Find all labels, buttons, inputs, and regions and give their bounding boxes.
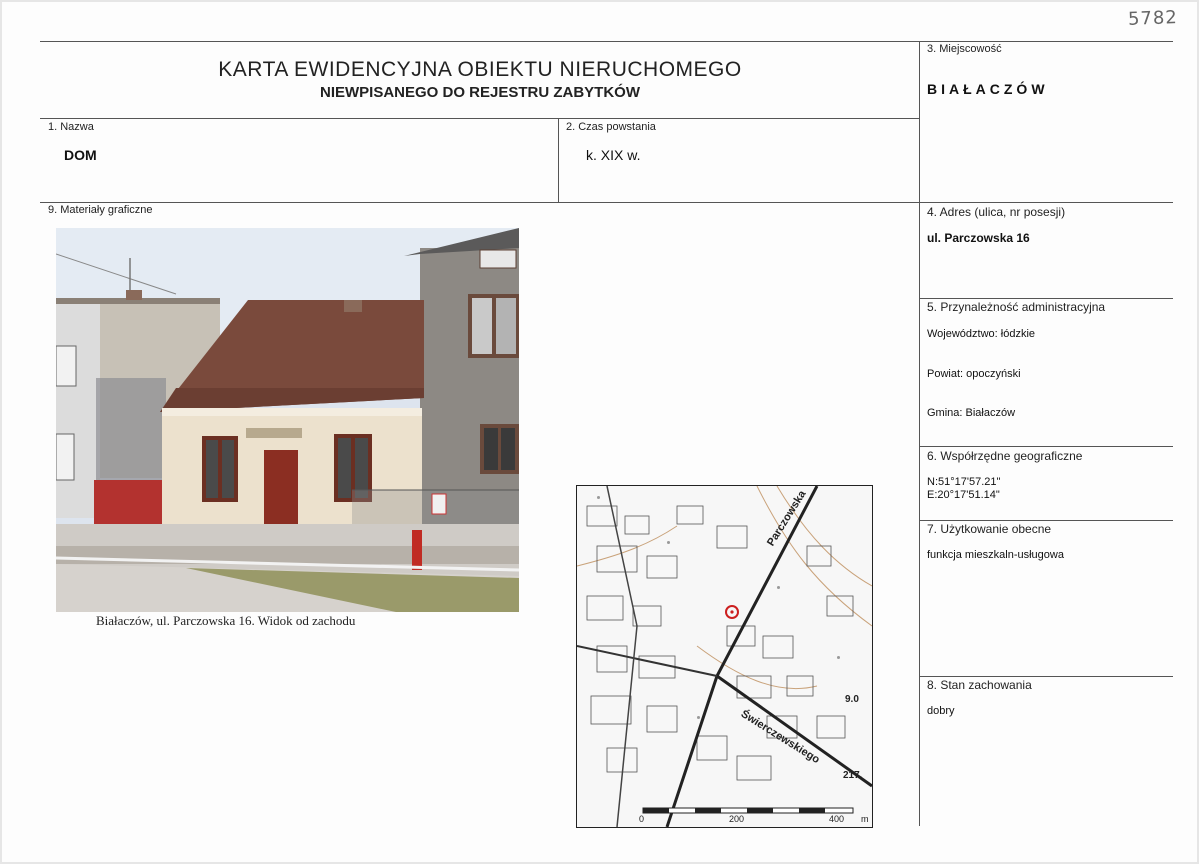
house-photo (56, 228, 519, 612)
locality-label: 3. Miejscowość (927, 43, 1002, 55)
map-elevation-label: 9.0 (845, 694, 859, 705)
admin-county: Powiat: opoczyński (927, 368, 1021, 380)
map-scale-label-400: 400 (829, 814, 845, 824)
right-column-divider (919, 41, 920, 826)
name-label: 1. Nazwa (48, 121, 94, 133)
location-map (576, 485, 873, 828)
address-bottom-rule (919, 298, 1173, 299)
map-scale-label-200: 200 (729, 814, 745, 824)
title-bottom-rule (40, 118, 919, 119)
map-point (597, 496, 600, 499)
address-value: ul. Parczowska 16 (927, 231, 1030, 245)
coords-label: 6. Współrzędne geograficzne (927, 449, 1083, 463)
photo-caption: Białaczów, ul. Parczowska 16. Widok od zachodu (96, 613, 356, 628)
coords-north: N:51°17'57.21" (927, 476, 1001, 488)
coords-east: E:20°17'51.14" (927, 489, 1000, 501)
card-subtitle: NIEWPISANEGO DO REJESTRU ZABYTKÓW (319, 84, 641, 101)
map-street-label-parczowska: Parczowska (765, 488, 809, 549)
usage-label: 7. Użytkowanie obecne (927, 522, 1052, 536)
map-scale-unit: m (861, 814, 869, 824)
map-point (697, 716, 700, 719)
usage-value: funkcja mieszkaln-usługowa (927, 549, 1064, 561)
name-value: DOM (64, 147, 97, 163)
admin-bottom-rule (919, 446, 1173, 447)
time-value: k. XIX w. (586, 147, 641, 163)
name-time-divider (558, 118, 559, 202)
name-row-bottom-rule (40, 202, 1173, 203)
time-label: 2. Czas powstania (566, 121, 656, 133)
condition-value: dobry (927, 705, 955, 717)
coords-bottom-rule (919, 520, 1173, 521)
admin-label: 5. Przynależność administracyjna (927, 300, 1106, 314)
graphics-label: 9. Materiały graficzne (48, 204, 153, 216)
map-street-label-swierczewskiego: Świerczewskiego (738, 708, 822, 767)
top-rule (40, 41, 1173, 42)
card-title: KARTA EWIDENCYJNA OBIEKTU NIERUCHOMEGO (218, 58, 742, 81)
map-elevation-label: 217. (843, 770, 863, 781)
archive-number: 5782 (1127, 7, 1179, 30)
map-point (777, 586, 780, 589)
map-scale-label-0: 0 (639, 814, 645, 824)
locality-value: BIAŁACZÓW (927, 81, 1049, 97)
map-point (667, 541, 670, 544)
address-label: 4. Adres (ulica, nr posesji) (927, 205, 1066, 219)
map-graphic (577, 486, 872, 827)
admin-commune: Gmina: Białaczów (927, 407, 1016, 419)
map-point (837, 656, 840, 659)
usage-bottom-rule (919, 676, 1173, 677)
condition-label: 8. Stan zachowania (927, 678, 1032, 692)
admin-voivodeship: Województwo: łódzkie (927, 328, 1036, 340)
